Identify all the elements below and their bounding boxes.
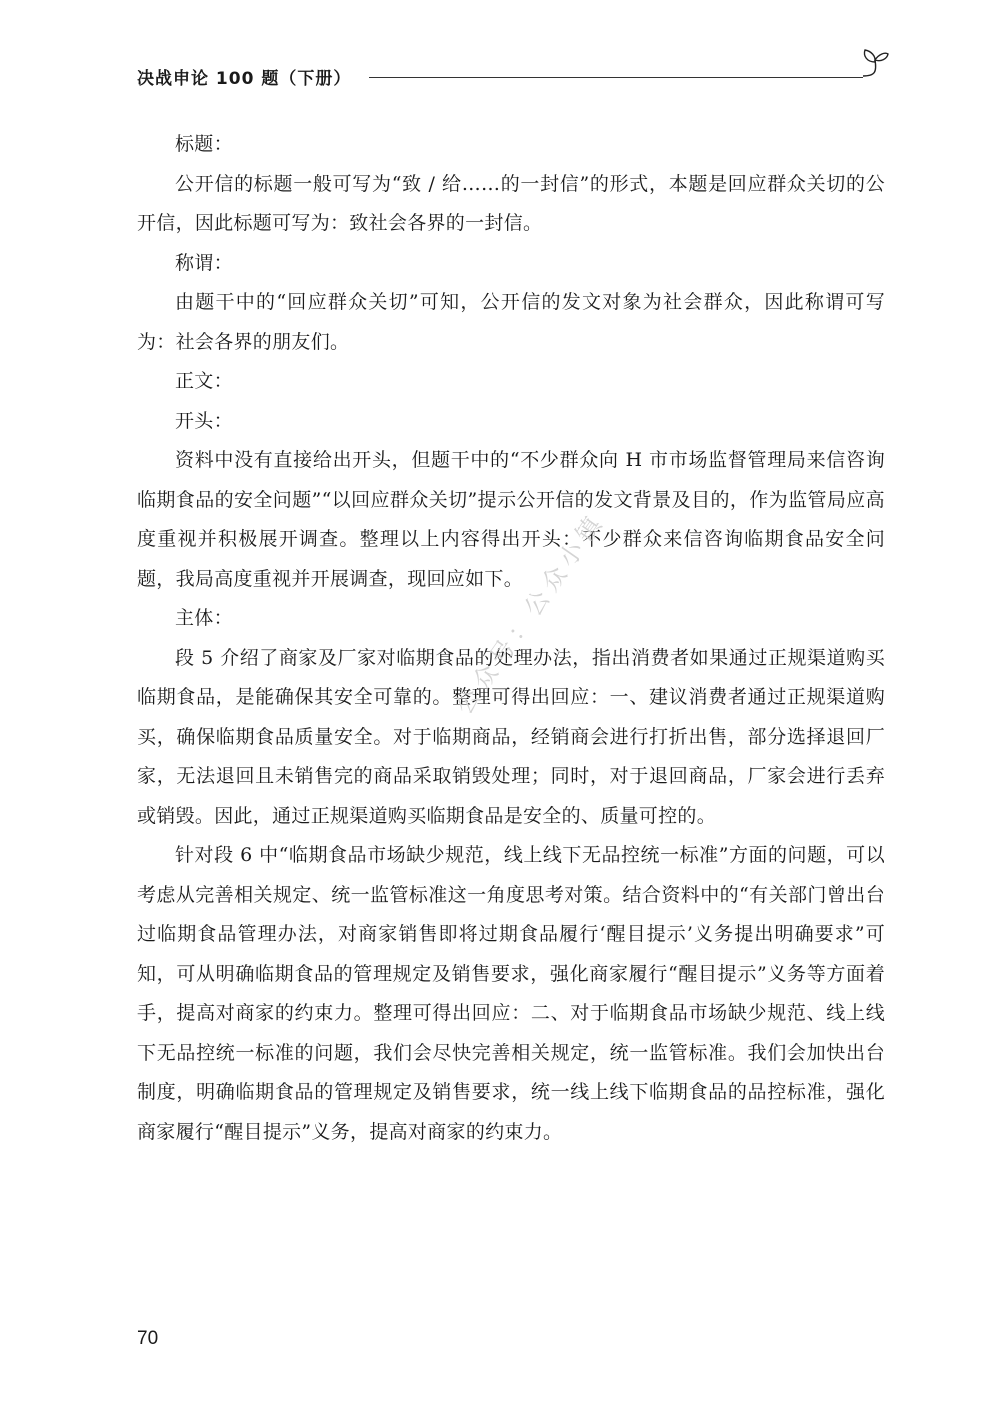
paragraph: 开头： <box>175 409 233 432</box>
paragraph: 公开信的标题一般可写为“致 / 给……的一封信”的形式，本题是回应群众关切的公开信，因此标题可写为：致社会各界的一封信。 <box>137 172 885 234</box>
sprout-icon <box>855 46 891 82</box>
paragraph: 由题干中的“回应群众关切”可知，公开信的发文对象为社会群众，因此称谓可写为：社会各界的朋友们。 <box>137 291 885 353</box>
page-header <box>137 58 897 98</box>
paragraph: 称谓： <box>175 251 233 274</box>
paragraph: 资料中没有直接给出开头，但题干中的“不少群众向 H 市市场监督管理局来信咨询临期食品的安全问题”“以回应群众关切”提示公开信的发文背景及目的，作为监管局应高度重视并积极展开调查。整理以上内容得出开头：不少群众来信咨询临期食品安全问题，我局高度重视并开展调查，现回应如下。 <box>137 449 885 590</box>
paragraph: 正文： <box>175 370 233 392</box>
paragraph: 针对段 6 中“临期食品市场缺少规范，线上线下无品控统一标准”方面的问题，可以考虑从完善相关规定、统一监管标准这一角度思考对策。结合资料中的“有关部门曾出台过临期食品管理办法，对商家销售即将过期食品履行‘醒目提示’义务提出明确要求”可知，可从明确临期食品的管理规定及销售要求，强化商家履行“醒目提示”义务等方面着手，提高对商家的约束力。整理可得出回应：二、对于临期食品市场缺少规范、线上线下无品控统一标准的问题，我们会尽快完善相关规定，统一监管标准。我们会加快出台制度，明确临期食品的管理规定及销售要求，统一线上线下临期食品的品控标准，强化商家履行“醒目提示”义务，提高对商家的约束力。 <box>137 844 885 1143</box>
page-number: 70 <box>137 1328 159 1349</box>
watermark: 公众号：公众小镇 <box>449 506 611 720</box>
paragraph: 段 5 介绍了商家及厂家对临期食品的处理办法，指出消费者如果通过正规渠道购买临期食品，是能确保其安全可靠的。整理可得出回应：一、建议消费者通过正规渠道购买，确保临期食品质量安全。对于临期商品，经销商会进行打折出售，部分选择退回厂家，无法退回且未销售完的商品采取销毁处理；同时，对于退回商品，厂家会进行丢弃或销毁。因此，通过正规渠道购买临期食品是安全的、质量可控的。 <box>137 646 885 827</box>
header-rule <box>369 77 863 78</box>
book-title: 决战申论 100 题（下册） <box>137 69 352 89</box>
paragraph: 标题： <box>175 133 233 155</box>
paragraph: 主体： <box>175 607 233 629</box>
